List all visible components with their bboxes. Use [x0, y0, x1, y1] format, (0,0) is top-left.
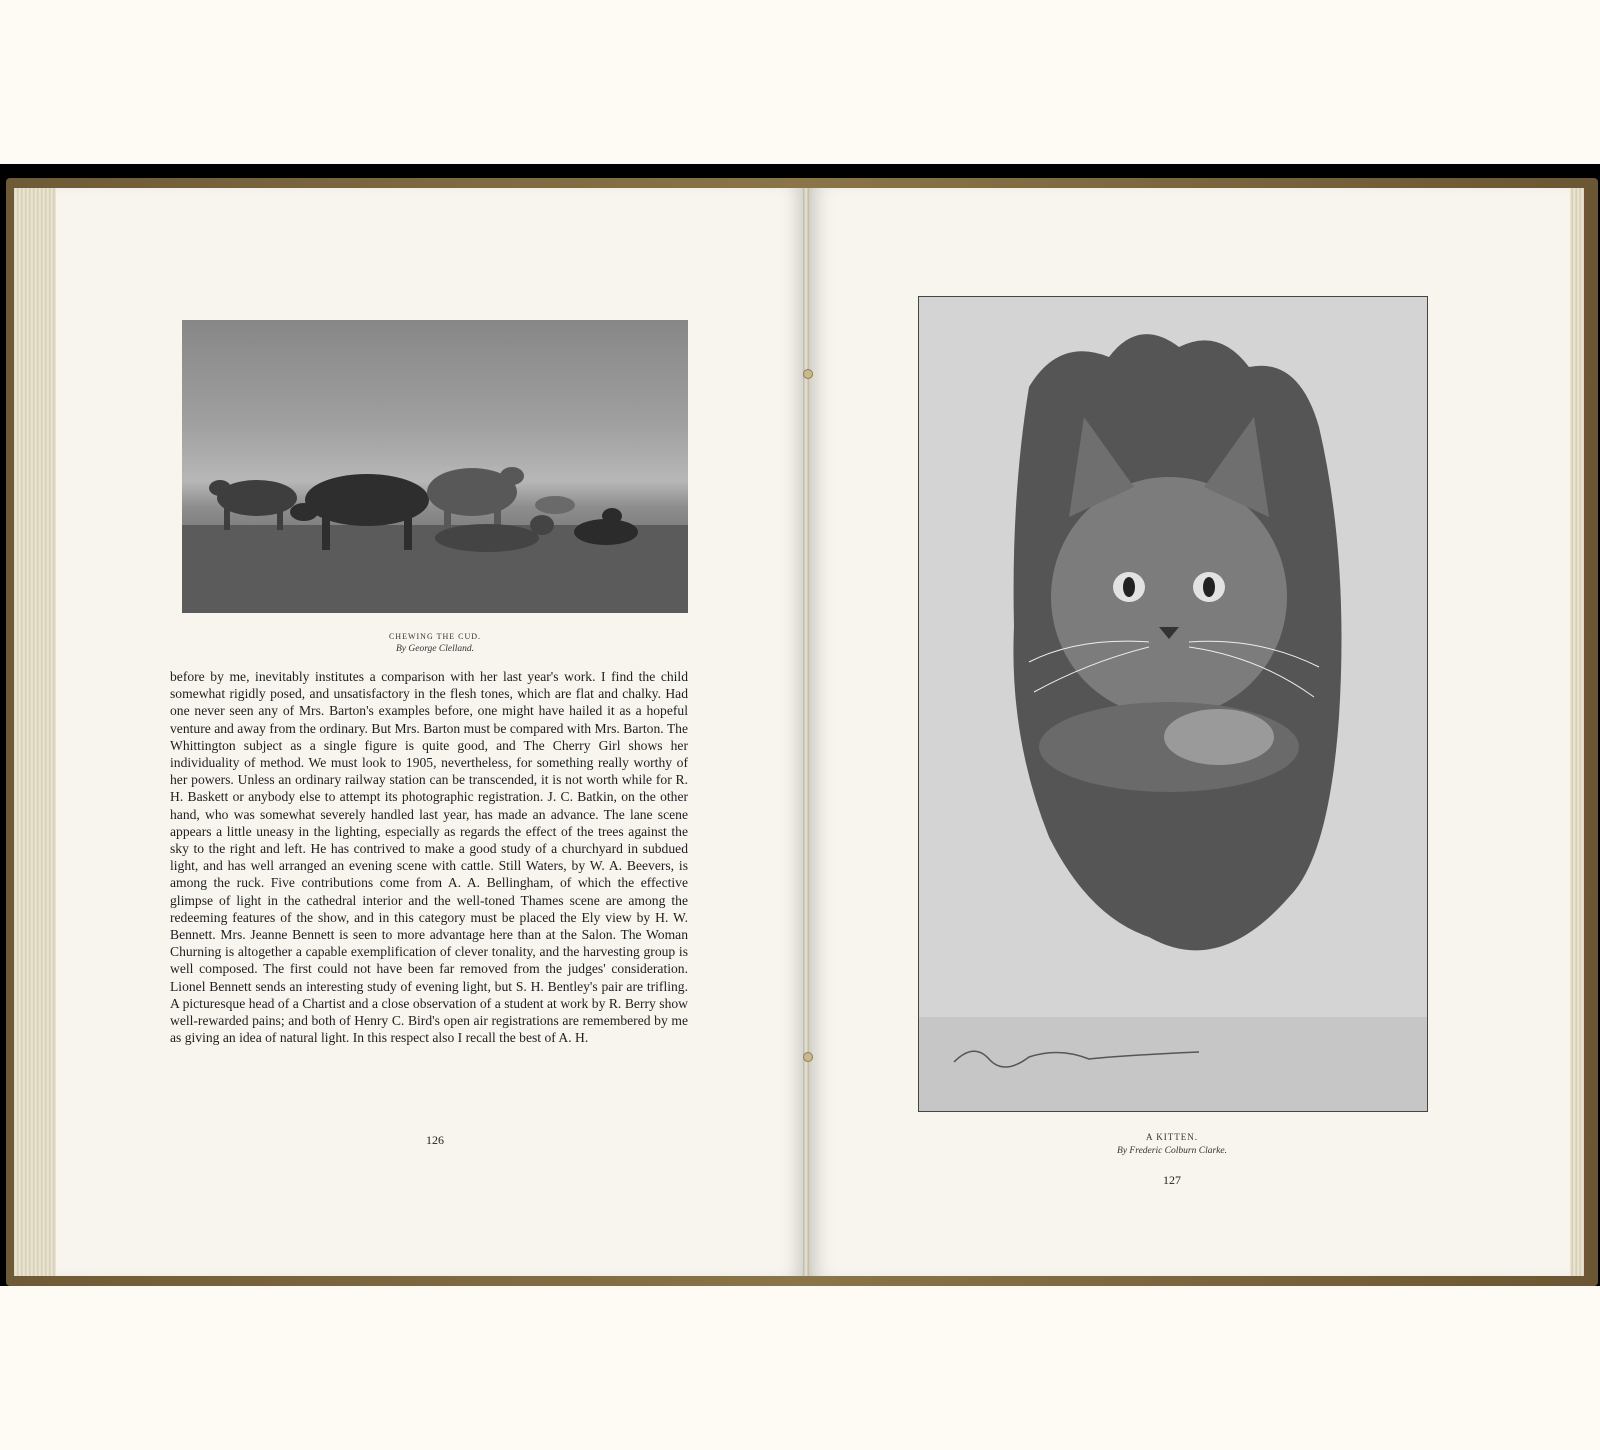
- article-paragraph: before by me, inevitably institutes a comparison with her last year's work. I find the child somewhat rigidly posed, and unsatisfactory in the flesh tones, which are flat and chalky. Had one never seen any of Mrs. Barton's examples before, one might have hailed it as a hopeful venture and away from the ordinary. But Mrs. Barton must be compared with Mrs. Barton. The Whittington subject as a single figure is quite good, and The Cherry Girl shows her individuality of method. We must look to 1905, nevertheless, for something really worthy of her powers. Unless an ordinary railway station can be transcended, it is not worth while for R. H. Baskett or anybody else to attempt its photographic registration. J. C. Batkin, on the other hand, who was somewhat severely handled last year, has made an advance. The lane scene appears a little uneasy in the lighting, especially as regards the effect of the trees against the sky to the right and left. He has contrived to make a good study of a churchyard in subdued light, and has well arranged an evening scene with cattle. Still Waters, by W. A. Beevers, is among the ruck. Five contributions come from A. A. Bellingham, of which the effective glimpse of light in the cathedral interior and the well-toned Thames scene are among the redeeming features of the show, and in this category must be placed the Ely view by H. W. Bennett. Mrs. Jeanne Bennett is seen to more advantage here than at the Salon. The Woman Churning is altogether a capable exemplification of clever tonality, and the harvesting group is well composed. The first could not have been far removed from the judges' consideration. Lionel Bennett sends an interesting study of evening light, but S. H. Bentley's pair are trifling. A picturesque head of a Chartist and a close observation of a student at work by R. Berry show well-rewarded pains; and both of Henry C. Bird's open air registrations are remembered by me as giving an idea of natural light. In this respect also I recall the best of A. H.: [170, 669, 688, 1046]
- article-text: [170, 668, 688, 1046]
- binding-thread: [803, 1052, 813, 1062]
- page-number: 126: [426, 1133, 444, 1147]
- plate-caption: CHEWING THE CUD.: [388, 632, 482, 641]
- page-number: 127: [1163, 1173, 1181, 1187]
- photo-chewing-the-cud: [182, 320, 688, 613]
- binding-thread: [803, 369, 813, 379]
- photo-a-kitten: [918, 296, 1428, 1112]
- book-gutter: [803, 188, 809, 1276]
- plate-caption: A KITTEN.: [1146, 1132, 1198, 1142]
- plate-credit: By Frederic Colburn Clarke.: [1117, 1146, 1227, 1156]
- plate-credit: By George Clelland.: [395, 644, 474, 654]
